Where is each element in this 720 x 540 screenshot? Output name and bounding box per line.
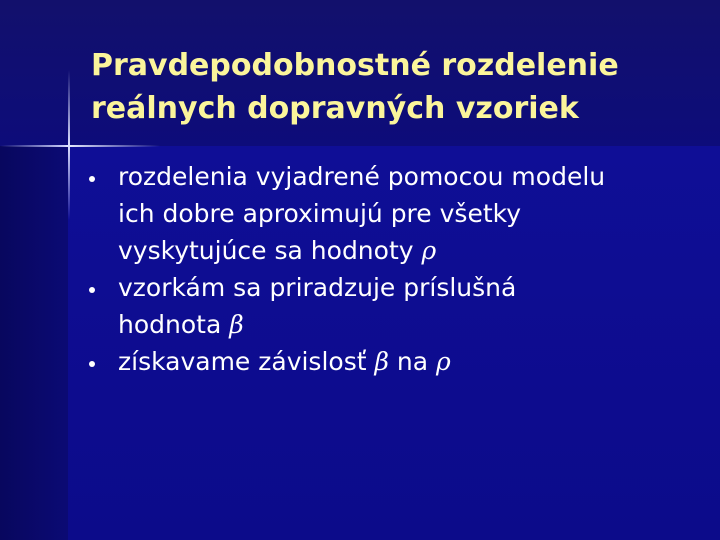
bullet-list [0, 158, 720, 380]
bullet-dot-icon [89, 287, 95, 293]
bullet-text: hodnota [118, 310, 230, 339]
bullet-item [0, 269, 720, 343]
bullet-line [118, 306, 720, 343]
bullet-line [118, 195, 720, 232]
bullet-item [0, 343, 720, 380]
bullet-text: vyskytujúce sa hodnoty [118, 236, 422, 265]
bullet-dot-icon [89, 176, 95, 182]
bullet-line [118, 232, 720, 269]
bullet-text: získavame závislosť [118, 347, 375, 376]
rho-symbol: ρ [436, 347, 451, 376]
bullet-dot-icon [89, 361, 95, 367]
bullet-line [118, 269, 720, 306]
bullet-text: na [388, 347, 436, 376]
rho-symbol: ρ [421, 236, 437, 265]
bullet-line [118, 158, 720, 195]
slide-title-line: reálnych dopravných vzoriek [91, 91, 579, 126]
bullet-text: rozdelenia vyjadrené pomocou modelu [118, 162, 606, 191]
slide-title-line: Pravdepodobnostné rozdelenie [91, 48, 619, 83]
bullet-text: vzorkám sa priradzuje príslušná [118, 273, 517, 302]
slide-title [91, 44, 691, 130]
decorative-crosshair-horizontal [0, 145, 160, 147]
beta-symbol: β [374, 347, 389, 376]
bullet-item [0, 158, 720, 269]
beta-symbol: β [229, 310, 244, 339]
bullet-line [118, 343, 720, 380]
bullet-text: ich dobre aproximujú pre všetky [118, 199, 522, 228]
